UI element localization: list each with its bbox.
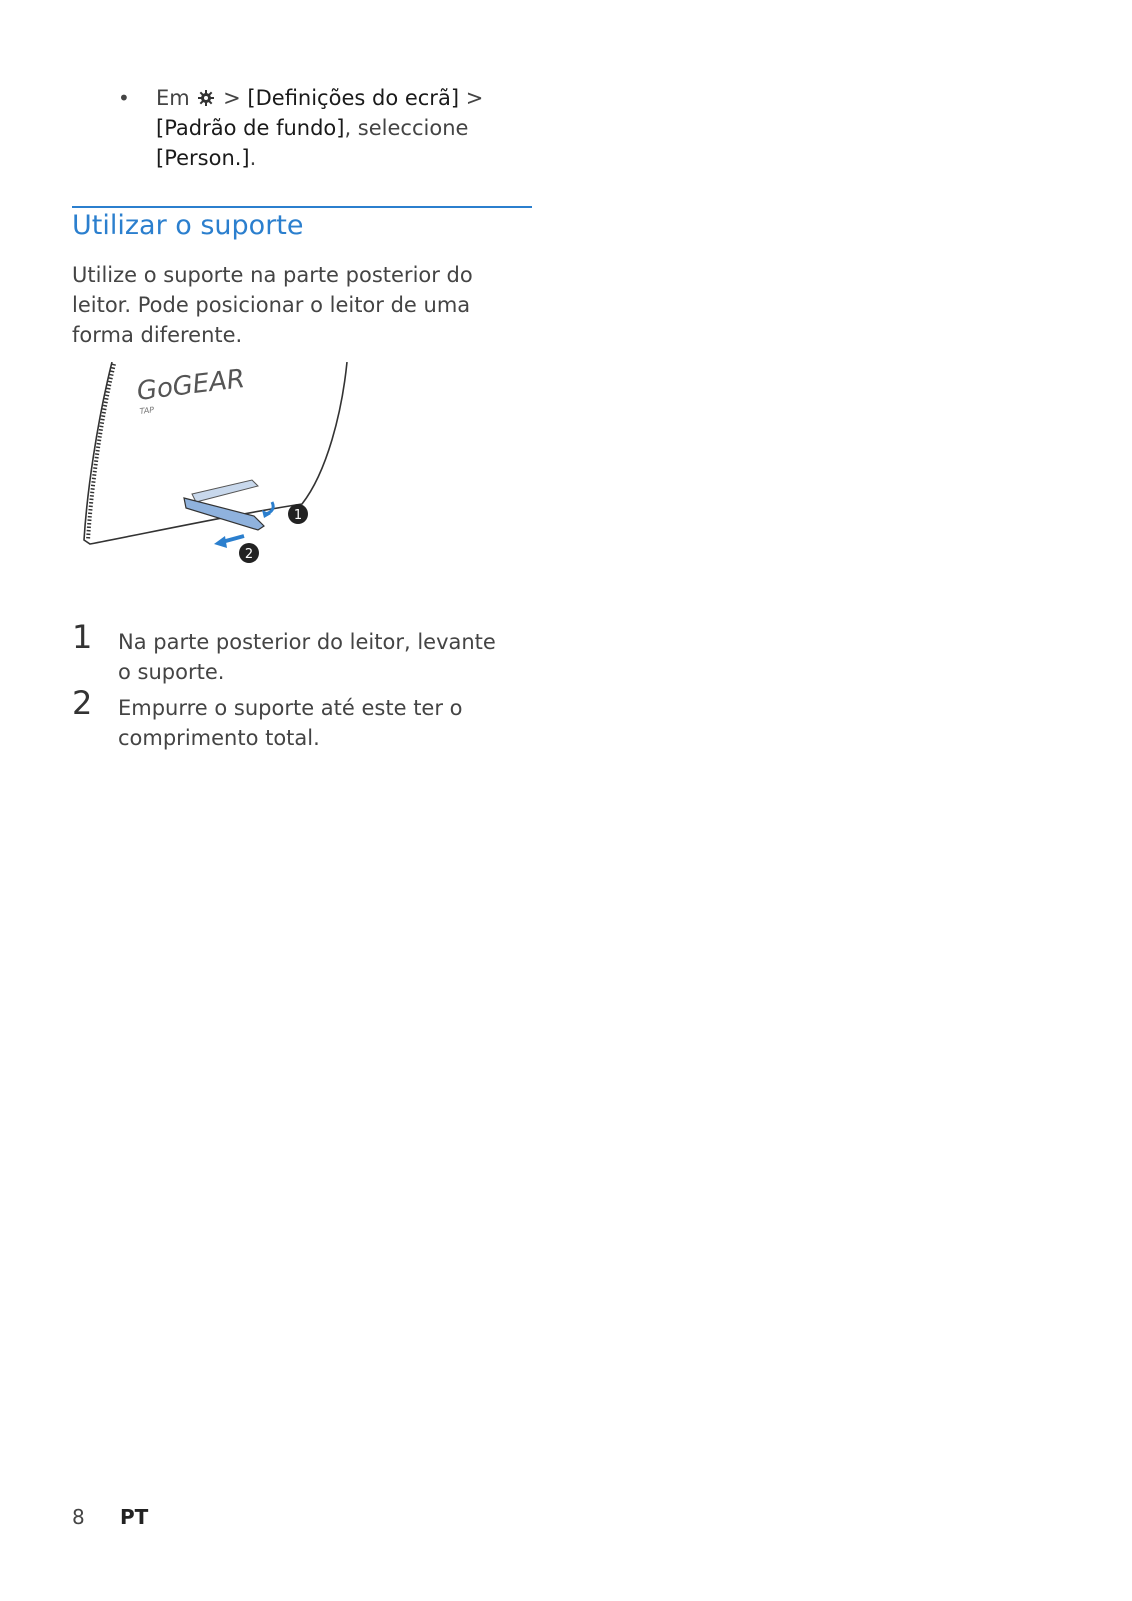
menu-path-background: [Padrão de fundo] bbox=[156, 116, 345, 140]
separator: > bbox=[223, 86, 241, 110]
menu-path-person: [Person.] bbox=[156, 146, 250, 170]
menu-path-display-settings: [Definições do ecrã] bbox=[247, 86, 460, 110]
arrow-lift bbox=[266, 502, 273, 514]
step-number: 2 bbox=[72, 684, 93, 722]
gear-icon bbox=[198, 90, 214, 106]
step-marker-2-label: 2 bbox=[244, 547, 254, 562]
stand-shadow bbox=[192, 480, 258, 502]
separator: > bbox=[465, 86, 484, 110]
step-text: Na parte posterior do leitor, levante o suporte. bbox=[118, 630, 496, 684]
bullet-end: . bbox=[249, 146, 257, 170]
section-divider bbox=[72, 206, 532, 208]
bullet-marker: • bbox=[118, 86, 130, 110]
page-number: 8 bbox=[72, 1505, 85, 1529]
bullet-instruction bbox=[156, 83, 536, 173]
language-code: PT bbox=[120, 1505, 149, 1529]
bullet-prefix: Em bbox=[156, 86, 190, 110]
step-text: Empurre o suporte até este ter o comprimento total. bbox=[118, 696, 463, 750]
step-number: 1 bbox=[72, 618, 93, 656]
stand-illustration bbox=[72, 362, 372, 587]
stand bbox=[184, 498, 264, 530]
brand-logo: GoGEAR bbox=[135, 363, 247, 407]
device-edge bbox=[88, 364, 114, 540]
section-intro: Utilize o suporte na parte posterior do leitor. Pode posicionar o leitor de uma forma diferente. bbox=[72, 263, 473, 347]
model-label: TAP bbox=[139, 405, 155, 416]
section-title: Utilizar o suporte bbox=[72, 210, 304, 241]
step-marker-1-label: 1 bbox=[293, 508, 303, 523]
bullet-middle: , seleccione bbox=[344, 116, 469, 140]
